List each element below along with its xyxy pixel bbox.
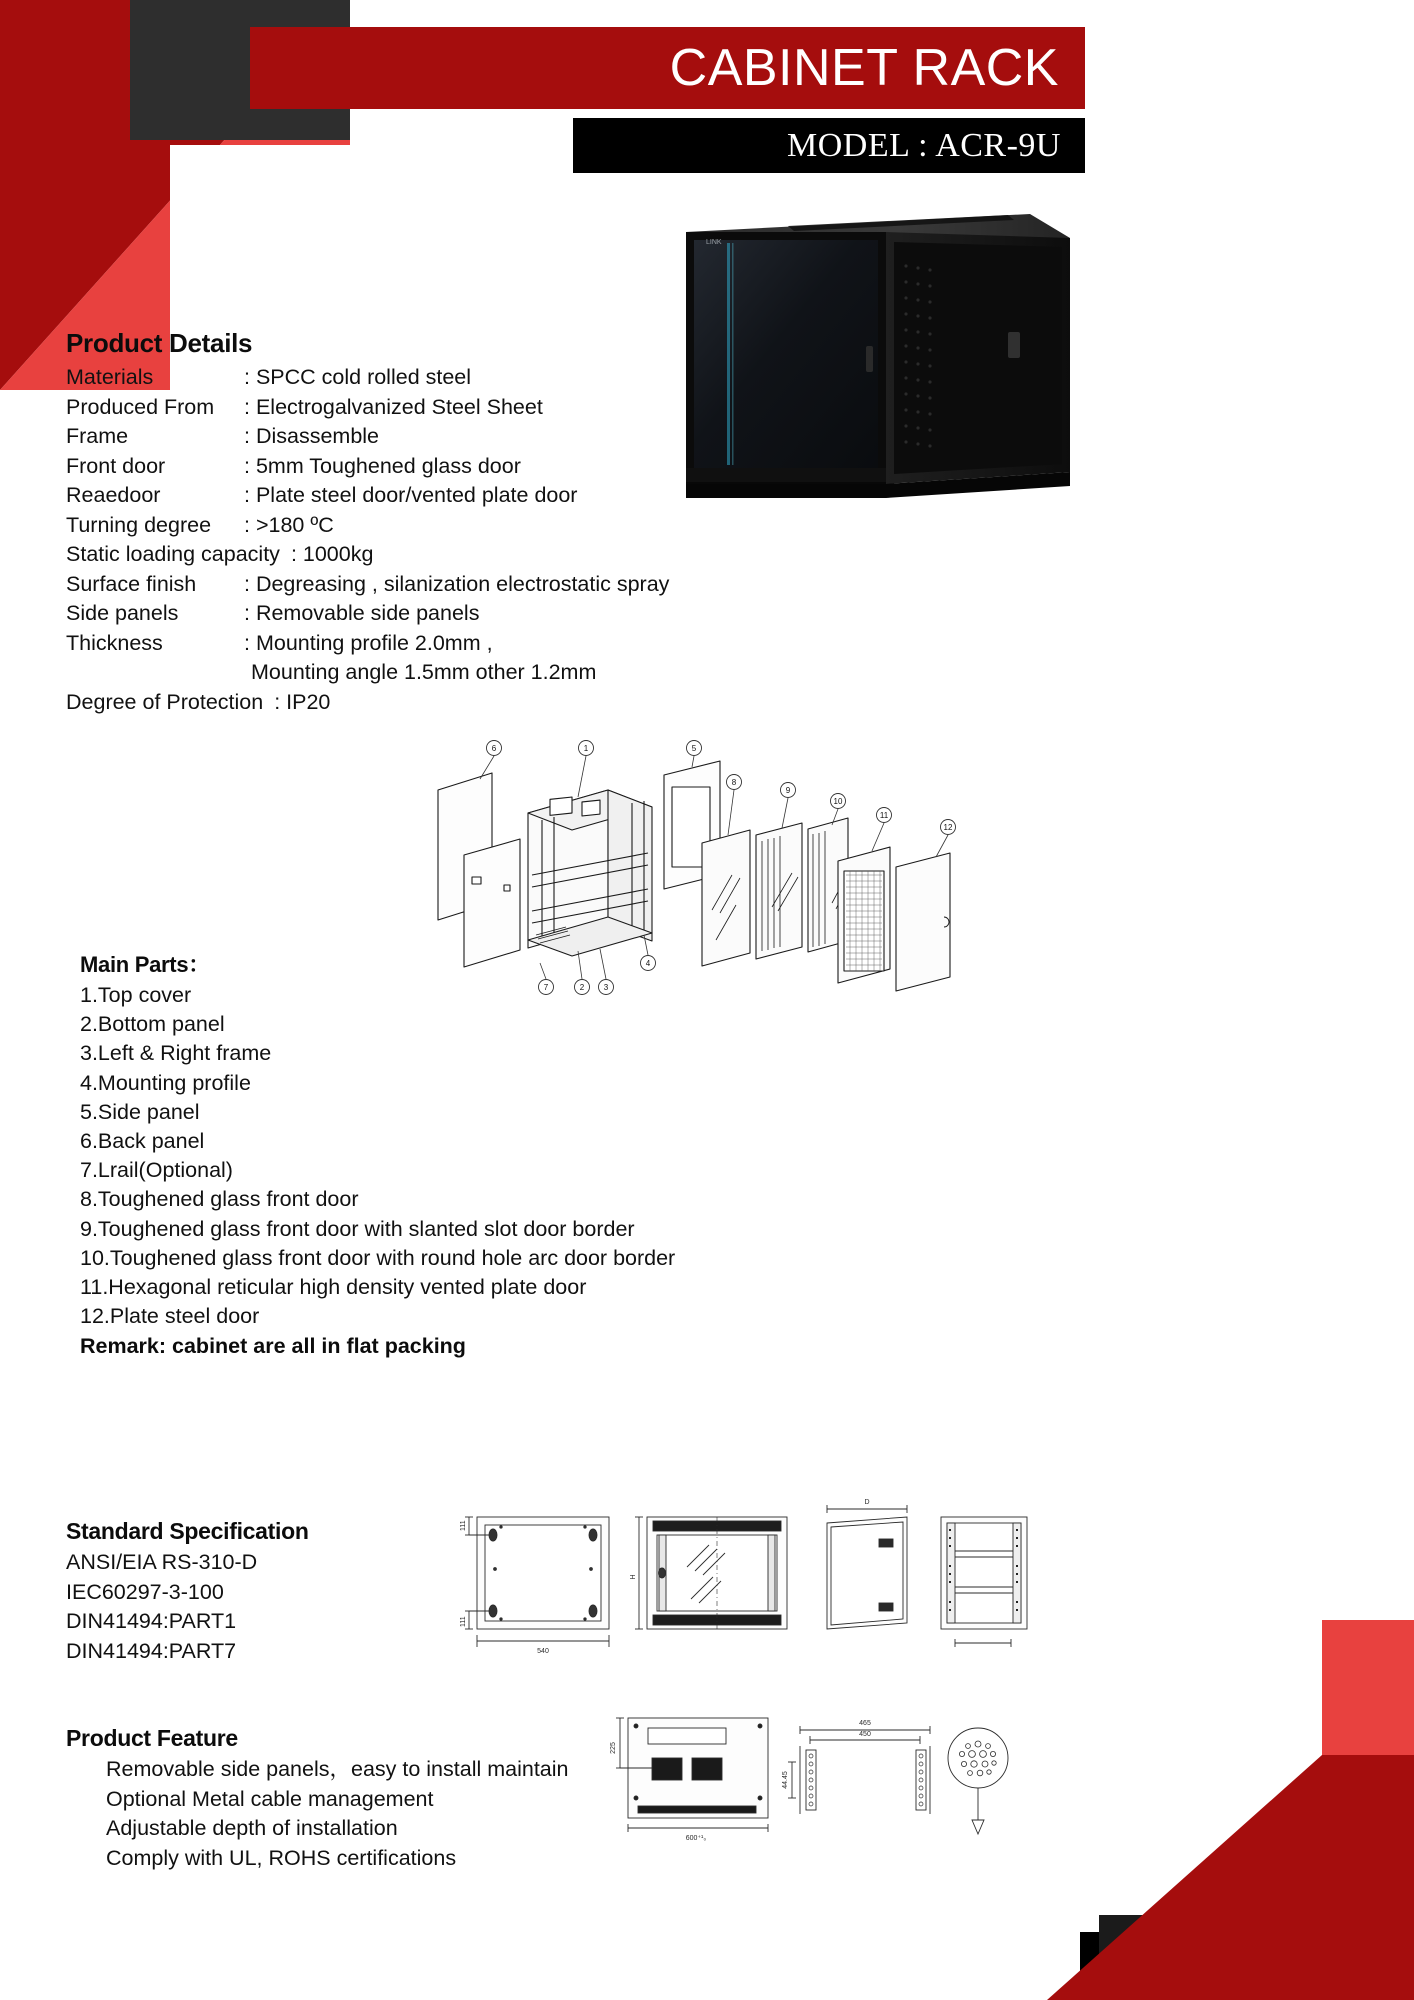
callout-11: 11 (879, 811, 889, 820)
main-parts-item: 11.Hexagonal reticular high density vented plate door (80, 1275, 587, 1300)
dim-D: D (864, 1499, 870, 1506)
standard-specification-item: DIN41494:PART7 (66, 1638, 237, 1663)
spec-value: : 5mm Toughened glass door (244, 453, 521, 478)
model-banner (573, 118, 1085, 173)
callout-1: 1 (583, 744, 589, 753)
spec-row (66, 599, 766, 629)
dim-H: H (630, 1574, 637, 1580)
title-banner (250, 27, 1085, 109)
main-parts-remark: Remark: cabinet are all in flat packing (80, 1334, 466, 1359)
callout-9: 9 (785, 786, 791, 795)
spec-value: Mounting angle 1.5mm other 1.2mm (251, 660, 597, 684)
spec-key: Reaedoor (66, 483, 161, 507)
spec-row (66, 422, 766, 452)
callout-10: 10 (833, 797, 843, 806)
spec-value: : Mounting profile 2.0mm , (244, 630, 493, 655)
product-feature-item: Comply with UL, ROHS certifications (106, 1845, 457, 1870)
spec-key: Side panels (66, 601, 179, 625)
main-parts-item: 9.Toughened glass front door with slanted slot door border (80, 1216, 635, 1241)
spec-row (66, 393, 766, 423)
dim-600: 600⁺¹₀ (685, 1835, 707, 1842)
spec-row (66, 570, 766, 600)
callout-8: 8 (731, 778, 737, 787)
main-parts-item: 5.Side panel (80, 1099, 200, 1124)
spec-value: : >180 ºC (244, 512, 334, 537)
callout-12: 12 (943, 823, 953, 832)
standard-specification-section (66, 1518, 486, 1666)
spec-value: : Removable side panels (244, 601, 480, 625)
main-parts-heading: Main Parts： (80, 952, 210, 977)
spec-key: Thickness (66, 630, 163, 655)
spec-row (66, 688, 766, 718)
callout-7: 7 (543, 983, 549, 992)
page-title: CABINET RACK (669, 39, 1059, 97)
standard-specification-item: DIN41494:PART1 (66, 1609, 237, 1633)
main-parts-section (80, 948, 840, 1361)
product-feature-item: Removable side panels，easy to install maintain (106, 1757, 569, 1781)
spec-value: : Electrogalvanized Steel Sheet (244, 394, 543, 419)
spec-row (66, 452, 766, 482)
spec-row-continuation (66, 658, 766, 688)
main-parts-item: 4.Mounting profile (80, 1070, 251, 1095)
product-feature-heading: Product Feature (66, 1725, 238, 1751)
main-parts-item: 7.Lrail(Optional) (80, 1158, 233, 1183)
spec-value: : Plate steel door/vented plate door (244, 483, 578, 507)
spec-row (66, 363, 766, 393)
dim-4445: 44.45 (782, 1771, 789, 1789)
product-details-section (66, 328, 766, 717)
callout-5: 5 (691, 744, 697, 753)
dim-465: 465 (859, 1720, 871, 1727)
callout-4: 4 (645, 959, 651, 968)
spec-row (66, 540, 766, 570)
callout-3: 3 (603, 983, 609, 992)
product-feature-item: Optional Metal cable management (106, 1786, 434, 1811)
main-parts-item: 2.Bottom panel (80, 1012, 225, 1037)
brand-label: LINK (706, 239, 722, 246)
standard-specification-item: ANSI/EIA RS-310-D (66, 1550, 258, 1574)
spec-key: Frame (66, 424, 129, 448)
spec-value: : 1000kg (290, 542, 374, 566)
spec-key: Degree of Protection (66, 689, 264, 714)
spec-key: Static loading capacity (66, 542, 280, 566)
spec-key: Produced From (66, 394, 215, 419)
main-parts-item: 1.Top cover (80, 983, 192, 1007)
spec-row (66, 511, 766, 541)
model-label: MODEL : ACR-9U (787, 126, 1061, 164)
dim-540: 540 (537, 1648, 549, 1655)
main-parts-item: 8.Toughened glass front door (80, 1187, 359, 1212)
spec-key: Turning degree (66, 512, 212, 537)
standard-specification-heading: Standard Specification (66, 1518, 309, 1544)
callout-2: 2 (579, 983, 585, 992)
spec-key: Front door (66, 453, 166, 478)
dim-225: 225 (610, 1742, 617, 1754)
main-parts-item: 10.Toughened glass front door with round hole arc door border (80, 1245, 676, 1270)
spec-row (66, 481, 766, 511)
product-details-heading: Product Details (66, 328, 253, 358)
main-parts-item: 6.Back panel (80, 1129, 205, 1154)
standard-specification-item: IEC60297-3-100 (66, 1579, 224, 1604)
technical-drawings-top-row (455, 1495, 1035, 1720)
spec-value: : Degreasing , silanization electrostatic spray (244, 571, 670, 596)
spec-key: Materials (66, 365, 154, 389)
spec-value: : SPCC cold rolled steel (244, 365, 472, 389)
dim-111-bottom: 111 (460, 1616, 467, 1627)
product-feature-section (66, 1725, 766, 1873)
dim-111-top: 111 (460, 1520, 467, 1531)
main-parts-item: 3.Left & Right frame (80, 1041, 272, 1066)
spec-value: : Disassemble (244, 424, 380, 448)
spec-row (66, 629, 766, 659)
main-parts-item: 12.Plate steel door (80, 1304, 260, 1329)
callout-6: 6 (491, 744, 497, 753)
dim-450: 450 (859, 1731, 871, 1738)
product-feature-item: Adjustable depth of installation (106, 1816, 398, 1840)
spec-key: Surface finish (66, 571, 197, 596)
spec-value: : IP20 (274, 689, 331, 714)
